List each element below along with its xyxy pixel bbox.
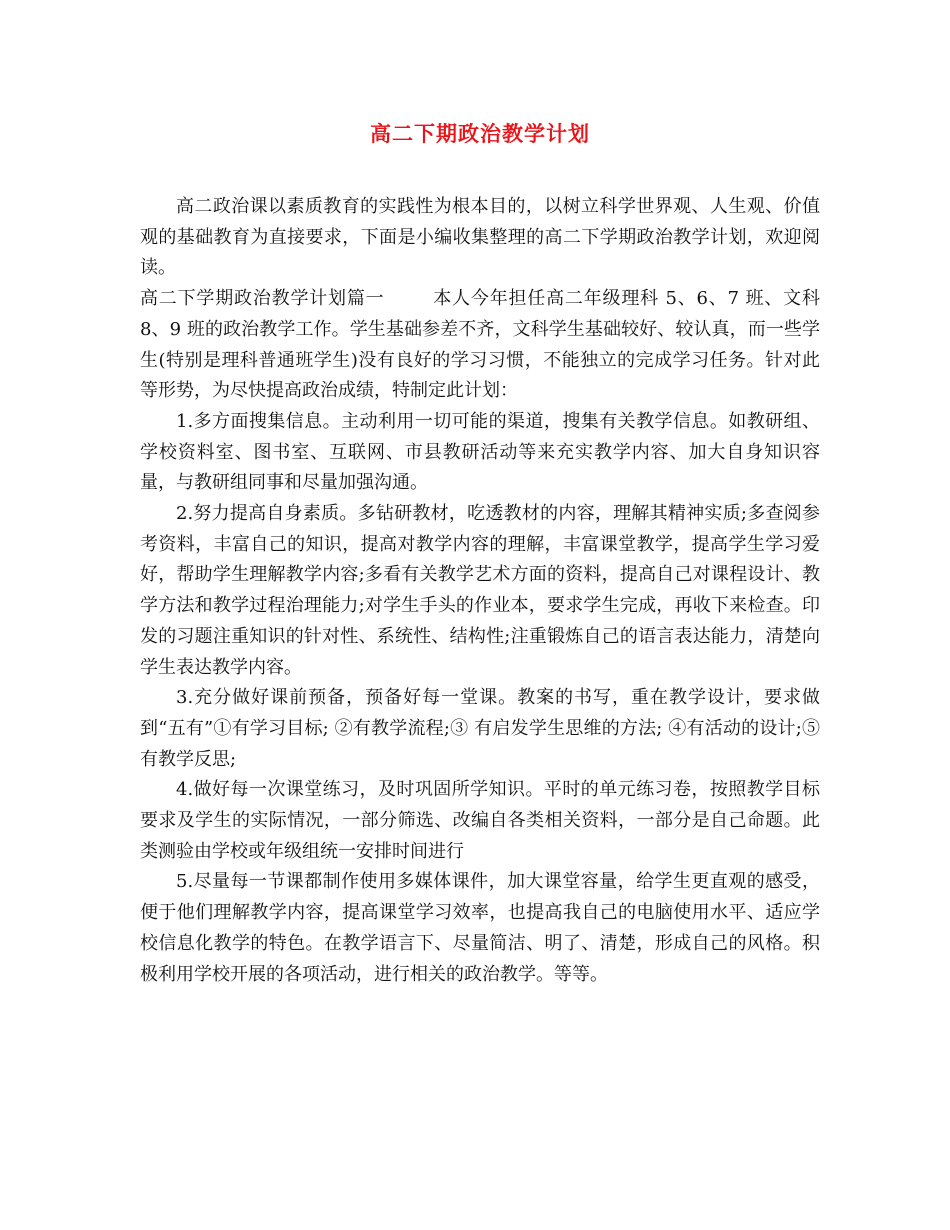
list-item: 3.充分做好课前预备，预备好每一堂课。教案的书写，重在教学设计，要求做到“五有”①有学习目标; ②有教学流程;③ 有启发学生思维的方法; ④有活动的设计;⑤有教学反思; bbox=[140, 687, 820, 770]
section-paragraph bbox=[140, 284, 820, 407]
section-heading: 高二下学期政治教学计划篇一 bbox=[140, 288, 385, 310]
intro-paragraph: 高二政治课以素质教育的实践性为根本目的，以树立科学世界观、人生观、价值观的基础教育为直接要求，下面是小编收集整理的高二下学期政治教学计划，欢迎阅读。 bbox=[140, 196, 820, 279]
document-title: 高二下期政治教学计划 bbox=[370, 121, 590, 146]
list-item: 5.尽量每一节课都制作使用多媒体课件，加大课堂容量，给学生更直观的感受，便于他们理解教学内容，提高课堂学习效率，也提高我自己的电脑使用水平、适应学校信息化教学的特色。在教学语言下、尽量简洁、明了、清楚，形成自己的风格。积极利用学校开展的各项活动，进行相关的政治教学。等等。 bbox=[140, 871, 820, 985]
list-item: 2.努力提高自身素质。多钻研教材，吃透教材的内容，理解其精神实质;多查阅参考资料，丰富自己的知识，提高对教学内容的理解，丰富课堂教学，提高学生学习爱好，帮助学生理解教学内容;多看有关教学艺术方面的资料，提高自己对课程设计、教学方法和教学过程治理能力;对学生手头的作业本，要求学生完成，再收下来检查。印发的习题注重知识的针对性、系统性、结构性;注重锻炼自己的语言表达能力，清楚向学生表达教学内容。 bbox=[140, 503, 820, 678]
list-item: 1.多方面搜集信息。主动利用一切可能的渠道，搜集有关教学信息。如教研组、学校资料室、图书室、互联网、市县教研活动等来充实教学内容、加大自身知识容量，与教研组同事和尽量加强沟通。 bbox=[140, 410, 820, 494]
list-item: 4.做好每一次课堂练习，及时巩固所学知识。平时的单元练习卷，按照教学目标要求及学生的实际情况，一部分筛选、改编自各类相关资料，一部分是自己命题。此类测验由学校或年级组统一安排时间进行 bbox=[140, 779, 820, 862]
section-intro: 本人今年担任高二年级理科 5、6、7 班、文科 8、9 班的政治教学工作。学生基础参差不齐，文科学生基础较好、较认真，而一些学生(特别是理科普通班学生)没有良好的学习习惯，不能独立的完成学习任务。针对此等形势，为尽快提高政治成绩，特制定此计划： bbox=[140, 288, 820, 402]
document-body bbox=[140, 192, 820, 990]
